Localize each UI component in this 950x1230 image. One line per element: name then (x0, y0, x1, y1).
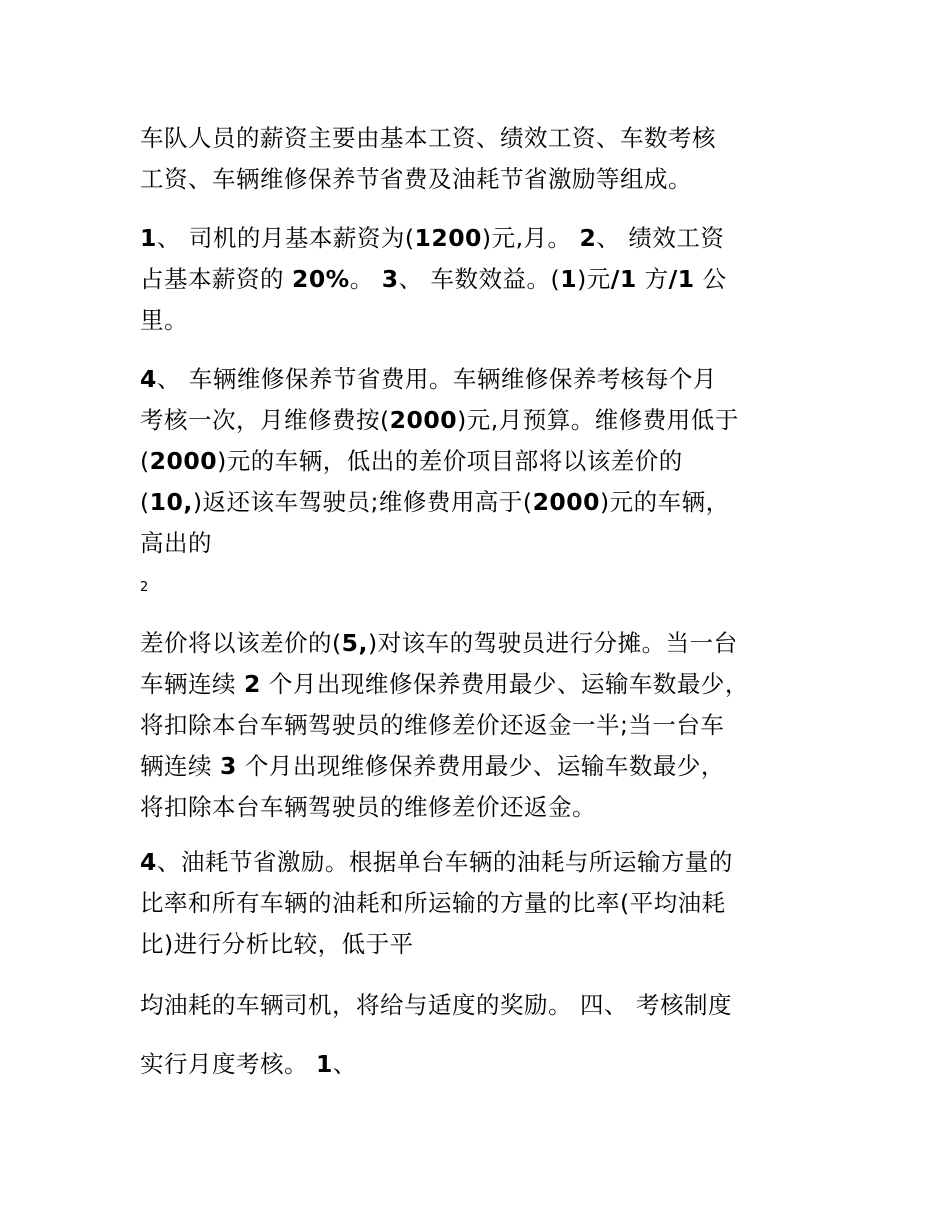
value-budget: 2000 (149, 447, 218, 475)
value-return-rate: 10, (149, 488, 193, 516)
value-rate: 1 (560, 265, 578, 293)
text-line: 将扣除本台车辆驾驶员的维修差价还返金。 (140, 793, 596, 821)
text-run: 、 司机的月基本薪资为( (156, 224, 415, 252)
text-run: ( (140, 488, 150, 516)
text-line (140, 259, 830, 300)
text-run: 个月出现维修保养费用最少、运输车数最少， (260, 670, 749, 698)
text-run: 公 (694, 265, 727, 293)
text-run: 方 (636, 265, 669, 293)
text-run: 差价将以该差价的( (140, 629, 342, 657)
paragraph-fuel-savings (140, 842, 830, 965)
text-run: 实行月度考核。 (140, 1050, 316, 1078)
text-line: 将扣除本台车辆驾驶员的维修差价还返金一半;当一台车 (140, 711, 725, 739)
value-budget: 2000 (389, 406, 458, 434)
text-line: 比)进行分析比较，低于平 (140, 930, 414, 958)
text-run: 个月出现维修保养费用最少、运输车数最少， (236, 752, 725, 780)
text-line: 里。 (140, 306, 188, 334)
value-months: 2 (243, 670, 261, 698)
item-number: 1 (140, 224, 157, 252)
text-line (140, 218, 830, 259)
value-unit: /1 (668, 265, 695, 293)
text-line (140, 664, 830, 705)
page-number: 2 (140, 580, 149, 595)
text-line (140, 1044, 830, 1085)
paragraph-monthly-assessment (140, 1044, 830, 1085)
paragraph-maintenance-savings (140, 359, 830, 564)
text-run: )元,月预算。维修费用低于 (457, 406, 739, 434)
text-run: )返还该车驾驶员;维修费用高于( (192, 488, 533, 516)
text-line (140, 746, 830, 787)
value-base-salary: 1200 (414, 224, 482, 252)
text-line: 车队人员的薪资主要由基本工资、绩效工资、车数考核 (140, 124, 716, 152)
text-run: 考核一次，月维修费按( (140, 406, 390, 434)
text-run: 、 (332, 1050, 357, 1078)
text-run: 、 车辆维修保养节省费用。车辆维修保养考核每个月 (156, 365, 717, 393)
text-run: )对该车的驾驶员进行分摊。当一台 (367, 629, 738, 657)
text-run: )元的车辆， (599, 488, 730, 516)
value-share-rate: 5, (341, 629, 368, 657)
value-budget: 2000 (532, 488, 600, 516)
text-line (140, 359, 830, 400)
text-run: ( (140, 447, 150, 475)
text-run: 、 绩效工资 (596, 224, 725, 252)
item-number: 3 (381, 265, 399, 293)
paragraph-reward (140, 985, 830, 1026)
item-number: 1 (315, 1050, 333, 1078)
text-run: 辆连续 (140, 752, 220, 780)
value-months: 3 (219, 752, 237, 780)
text-run: 。 (349, 265, 382, 293)
text-line (140, 482, 830, 523)
text-line (140, 623, 830, 664)
text-run: )元 (577, 265, 611, 293)
item-number: 4 (140, 848, 157, 876)
text-line: 比率和所有车辆的油耗和所运输的方量的比率(平均油耗 (140, 889, 726, 917)
text-run: 、油耗节省激励。根据单台车辆的油耗与所运输方量的 (156, 848, 733, 876)
item-number: 4 (140, 365, 157, 393)
item-number: 2 (579, 224, 597, 252)
text-line (140, 842, 830, 883)
text-line: 均油耗的车辆司机，将给与适度的奖励。 四、 考核制度 (140, 991, 732, 1019)
paragraph-cost-sharing (140, 623, 830, 828)
text-run: 车辆连续 (140, 670, 244, 698)
value-unit: /1 (610, 265, 637, 293)
text-line: 高出的 (140, 529, 212, 557)
text-run: 占基本薪资的 (140, 265, 292, 293)
paragraph-base-salary (140, 218, 830, 341)
text-line (140, 441, 830, 482)
text-line (140, 400, 830, 441)
value-performance-percent: 20% (291, 265, 350, 293)
paragraph-salary-composition (140, 118, 830, 200)
text-line: 工资、车辆维修保养节省费及油耗节省激励等组成。 (140, 165, 692, 193)
text-run: 、 车数效益。( (398, 265, 561, 293)
text-run: )元,月。 (481, 224, 580, 252)
text-run: )元的车辆，低出的差价项目部将以该差价的 (217, 447, 683, 475)
